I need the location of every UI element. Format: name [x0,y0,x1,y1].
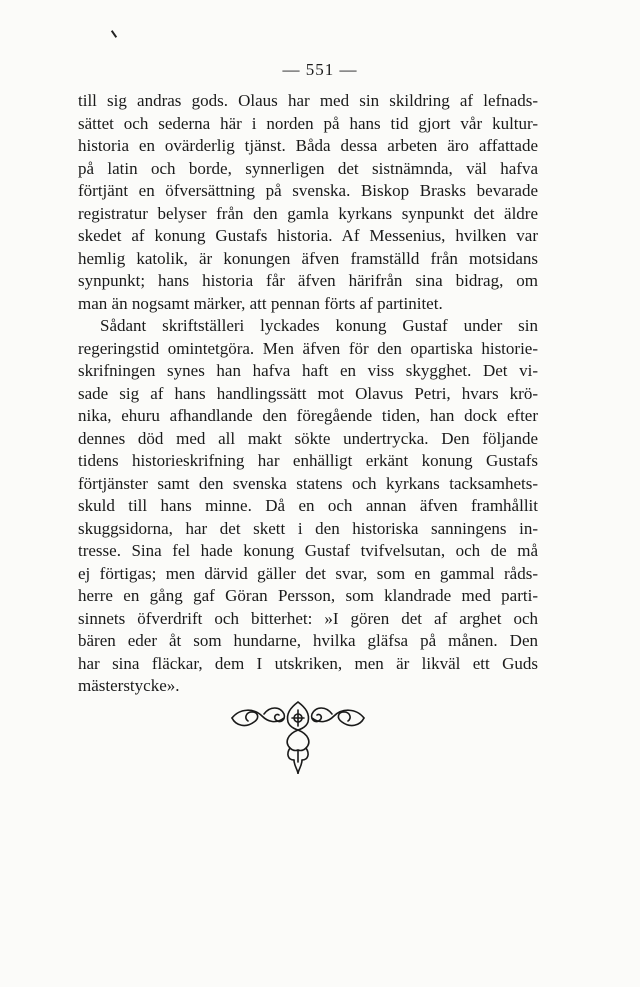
text-line: dennes död med all makt sökte undertrycka. Den följande [78,428,538,448]
paragraph-1 [78,90,538,315]
text-line: ej förtigas; men därvid gäller det svar, som en gammal råds- [78,563,538,583]
text-line: regeringstid omintetgöra. Men äfven för den opartiska historie- [78,338,538,358]
text-line: man än nogsamt märker, att pennan förts af partinitet. [78,293,443,313]
text-line: historia en ovärderlig tjänst. Båda dessa arbeten äro affattade [78,136,538,155]
text-line: registratur belyser från den gamla kyrkans synpunkt det äldre [78,203,538,223]
text-line: Sådant skriftställeri lyckades konung Gustaf under sin [100,316,538,335]
text-line: förtjänt en öfversättning på svenska. Biskop Brasks bevarade [78,181,538,200]
body-text [78,90,538,698]
text-line: skuggsidorna, har det skett i den historiska sanningens in- [78,518,538,538]
floral-scroll-ornament-icon [228,700,368,780]
text-line: hemlig katolik, är konungen äfven framställd från motsidans [78,248,538,268]
text-line: synpunkt; hans historia får äfven härifrån sina bidrag, om [78,271,538,290]
text-line: förtjänster samt den svenska statens och kyrkans tacksamhets- [78,473,538,493]
paragraph-2 [78,315,538,698]
text-line: bären eder åt som hundarne, hvilka gläfsa på månen. Den [78,631,538,650]
text-line: på latin och borde, synnerligen det sistnämnda, väl hafva [78,158,538,178]
text-line: skedet af konung Gustafs historia. Af Messenius, hvilken var [78,226,538,245]
text-line: har sina fläckar, dem I utskriken, men är likväl ett Guds [78,653,538,673]
text-line: till sig andras gods. Olaus har med sin skildring af lefnads- [78,91,538,110]
text-line: tidens historieskrifning har enhälligt erkänt konung Gustafs [78,451,538,470]
text-line: sade sig af hans handlingssätt mot Olavus Petri, hvars krö- [78,383,538,403]
text-line: herre en gång gaf Göran Persson, som klandrade med parti- [78,586,538,605]
text-line: nika, ehuru afhandlande den föregående tiden, han dock efter [78,406,538,425]
stray-ink-mark [111,30,117,38]
text-line: sättet och sederna här i norden på hans tid gjort vår kultur- [78,113,538,133]
text-line: sinnets öfverdrift och bitterhet: »I gören det af arghet och [78,608,538,628]
text-line: mästerstycke». [78,676,180,695]
text-line: tresse. Sina fel hade konung Gustaf tvifvelsutan, och de må [78,541,538,560]
text-line: skrifningen synes han hafva haft en viss skygghet. Det vi- [78,361,538,380]
page-number: — 551 — [282,60,358,79]
text-line: skuld till hans minne. Då en och annan äfven framhållit [78,496,538,515]
